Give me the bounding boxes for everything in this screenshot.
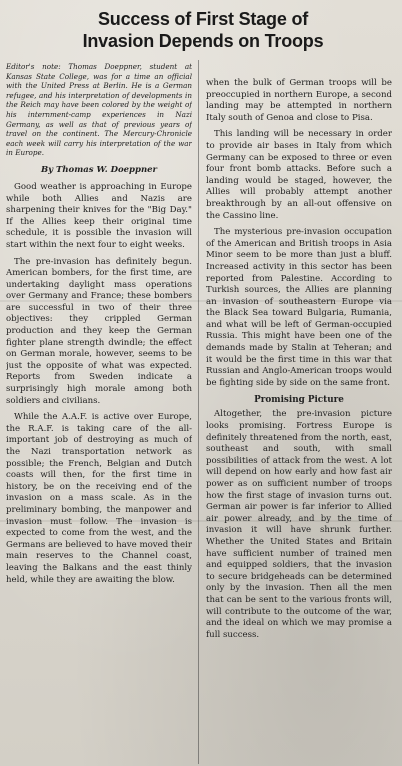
column-rule (198, 60, 199, 764)
article-paragraph: Good weather is approaching in Europe while both Allies and Nazis are sharpening their knives for the "Big Day." If the Allies keep their original time schedule, it is possible the invasion will start within the next four to eight weeks. (6, 181, 192, 250)
article-paragraph: The mysterious pre-invasion occupation of the American and British troops in Asia Minor seem to be more than just a bluff. Increased activity in this sector has been reported from Palestine. According to Turkish sources, the Allies are planning an invasion of southeastern Europe via the Black Sea toward Bulgaria, Rumania, and what will be left of German-occupied Russia. This might have been one of the demands made by Stalin at Teheran; and it would be the first time in this war that Russian and Anglo-American troops would be fighting side by side on the same front. (206, 227, 392, 388)
byline: By Thomas W. Doeppner (40, 164, 158, 175)
article-paragraph: Altogether, the pre-invasion picture looks promising. Fortress Europe is definitely threatened from the north, east, southeast and south, with small possibilities of attack from the west. A lot will depend on how early and how fast air power as on sufficient number of troops how the first stage of invasion turns out. German air power is far inferior to Allied air power already, and by the time of invasion it will have shrunk further. Whether the United States and Britain have sufficient number of trained men and equipped soldiers, that the invasion to secure bridgeheads can be determined only by the invasion. Then all the men that can be sent to the various fronts will, will contribute to the outcome of the war, and the ideal on which we may promise a full success. (206, 409, 392, 640)
left-column (6, 62, 192, 762)
paper-fold (0, 520, 402, 522)
article-paragraph: The pre-invasion has definitely begun. American bombers, for the first time, are undertaking daylight mass operations over Germany and France; these bombers are successful in two of their three objectives: they crippled German production and they keep the German fighter plane strength dwindle; the effect on German morale, however, seems to be just the opposite of what was expected. Reports from Sweden indicate a surprisingly high morale among both soldiers and civilians. (6, 256, 192, 406)
editors-note: Editor's note: Thomas Doeppner, student at Kansas State College, was for a time an official with the United Press at Berlin. He is a German refugee, and his interpretation of developments in the Reich may have been colored by the weight of his internment-camp experiences in Nazi Germany, as well as that of previous years of travel on the continent. The Mercury-Chronicle each week will carry his interpretation of the war in Europe. (6, 62, 192, 158)
article-paragraph: While the A.A.F. is active over Europe, the R.A.F. is taking care of the all-important job of destroying as much of the Nazi transportation network as possible; the French, Belgian and Dutch coasts will then, for the first time in history, be on the receiving end of the invasion on a mass scale. As in the preliminary bombing, the manpower and invasion must follow. The invasion is expected to come from the west, and the Germans are believed to have moved their main reserves to the Channel coast, leaving the Balkans and the east thinly held, while they are awaiting the blow. (6, 412, 192, 585)
subhead: Promising Picture (254, 395, 344, 406)
paper-fold (0, 300, 402, 302)
headline-line-2: Invasion Depends on Troops (82, 31, 324, 51)
headline (10, 8, 396, 52)
article-paragraph: This landing will be necessary in order to provide air bases in Italy from which Germany can be exposed to three or even four front bomb attacks. Before such a landing would be staged, however, the Allies will probably attempt another breakthrough by an all-out offensive on the Cassino line. (206, 129, 392, 221)
article-paragraph: when the bulk of German troops will be preoccupied in northern Europe, a second landing may be attempted in northern Italy south of Genoa and close to Pisa. (206, 78, 392, 123)
right-column (206, 78, 392, 764)
headline-line-1: Success of First Stage of (97, 9, 309, 29)
